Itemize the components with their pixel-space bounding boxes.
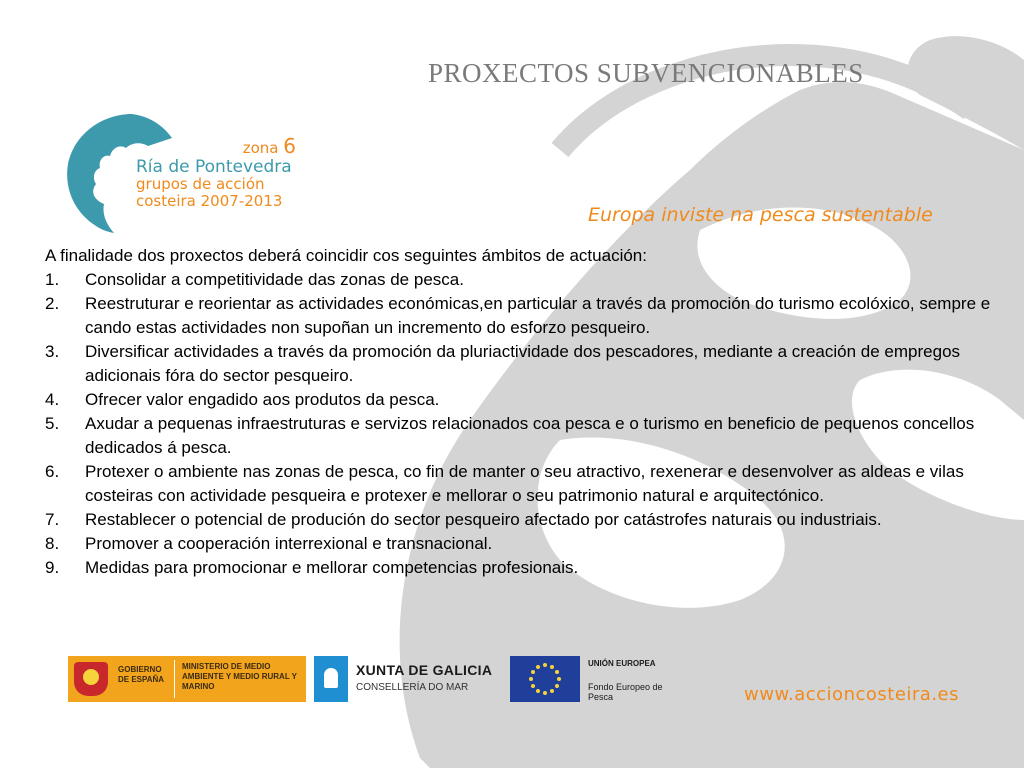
logo-zona-word: zona [242,139,279,157]
list-item-text: Protexer o ambiente nas zonas de pesca, co fin de manter o seu atractivo, rexenerar e desenvolver as aldeas e vilas costeiras con actividade pesqueira e protexer e mellorar o seu patrimonio natural e arquitectónico. [85,462,964,505]
list-item-text: Consolidar a competitividade das zonas de pesca. [85,270,464,289]
ministerio-text: MINISTERIO DE MEDIO AMBIENTE Y MEDIO RURAL Y MARINO [182,662,297,691]
intro-text: A finalidade dos proxectos deberá coincidir cos seguintes ámbitos de actuación: [45,246,647,265]
list-item-text: Ofrecer valor engadido aos produtos da pesca. [85,390,440,409]
logo-grupos-line: grupos de acción [136,175,265,193]
list-item-number: 9. [45,558,60,577]
list-item [45,292,995,340]
gobierno-logo [68,656,306,702]
gobierno-text: GOBIERNO DE ESPAÑA [118,665,165,684]
list-item-text: Axudar a pequenas infraestruturas e servizos relacionados coa pesca e o turismo en beneficio de pequenos concellos dedicados á pesca. [85,414,975,457]
list-item [45,340,995,388]
zona6-logo [62,112,312,237]
xunta-logo [314,656,494,702]
logo-zona-number: 6 [283,134,296,158]
list-item-number: 7. [45,510,60,529]
spain-coat-of-arms-icon [74,662,108,696]
conselleria-text: CONSELLERÍA DO MAR [356,682,469,693]
list-item-number: 1. [45,270,60,289]
list-item-number: 8. [45,534,60,553]
list-item-number: 3. [45,342,60,361]
list-item [45,460,995,508]
tagline: Europa inviste na pesca sustentable [588,204,933,226]
content-body [45,244,995,580]
list-item-text: Reestruturar e reorientar as actividades económicas,en particular a través da promoción do turismo ecolóxico, sempre e cando estas actividades non supoñan un incremento do esforzo pesqueiro. [85,294,991,337]
logo-costeira-line: costeira 2007-2013 [136,192,283,210]
list-item-text: Restablecer o potencial de produción do sector pesqueiro afectado por catástrofes naturais ou industriais. [85,510,882,529]
fondo-text: Fondo Europeo de Pesca [588,682,663,702]
list-item-number: 2. [45,294,60,313]
list-item [45,556,995,580]
logo-ria-line: Ría de Pontevedra [136,157,292,177]
list-item [45,532,995,556]
list-item [45,268,995,292]
objectives-list [45,268,995,580]
galicia-emblem-icon [314,656,348,702]
list-item-number: 5. [45,414,60,433]
page-title: PROXECTOS SUBVENCIONABLES [428,58,864,88]
list-item-text: Medidas para promocionar e mellorar competencias profesionais. [85,558,579,577]
xunta-text: XUNTA DE GALICIA [356,662,493,678]
list-item [45,388,995,412]
website-url: www.accioncosteira.es [744,684,960,705]
list-item [45,508,995,532]
list-item [45,412,995,460]
divider [174,660,175,698]
list-item-text: Promover a cooperación interrexional e transnacional. [85,534,493,553]
list-item-number: 4. [45,390,60,409]
eu-flag-icon [510,656,580,702]
list-item-text: Diversificar actividades a través da promoción da pluriactividade dos pescadores, mediante a creación de empregos adicionais fóra do sector pesqueiro. [85,342,961,385]
list-item-number: 6. [45,462,60,481]
eu-logo [510,656,690,702]
union-europea-text: UNIÓN EUROPEA [588,659,656,668]
